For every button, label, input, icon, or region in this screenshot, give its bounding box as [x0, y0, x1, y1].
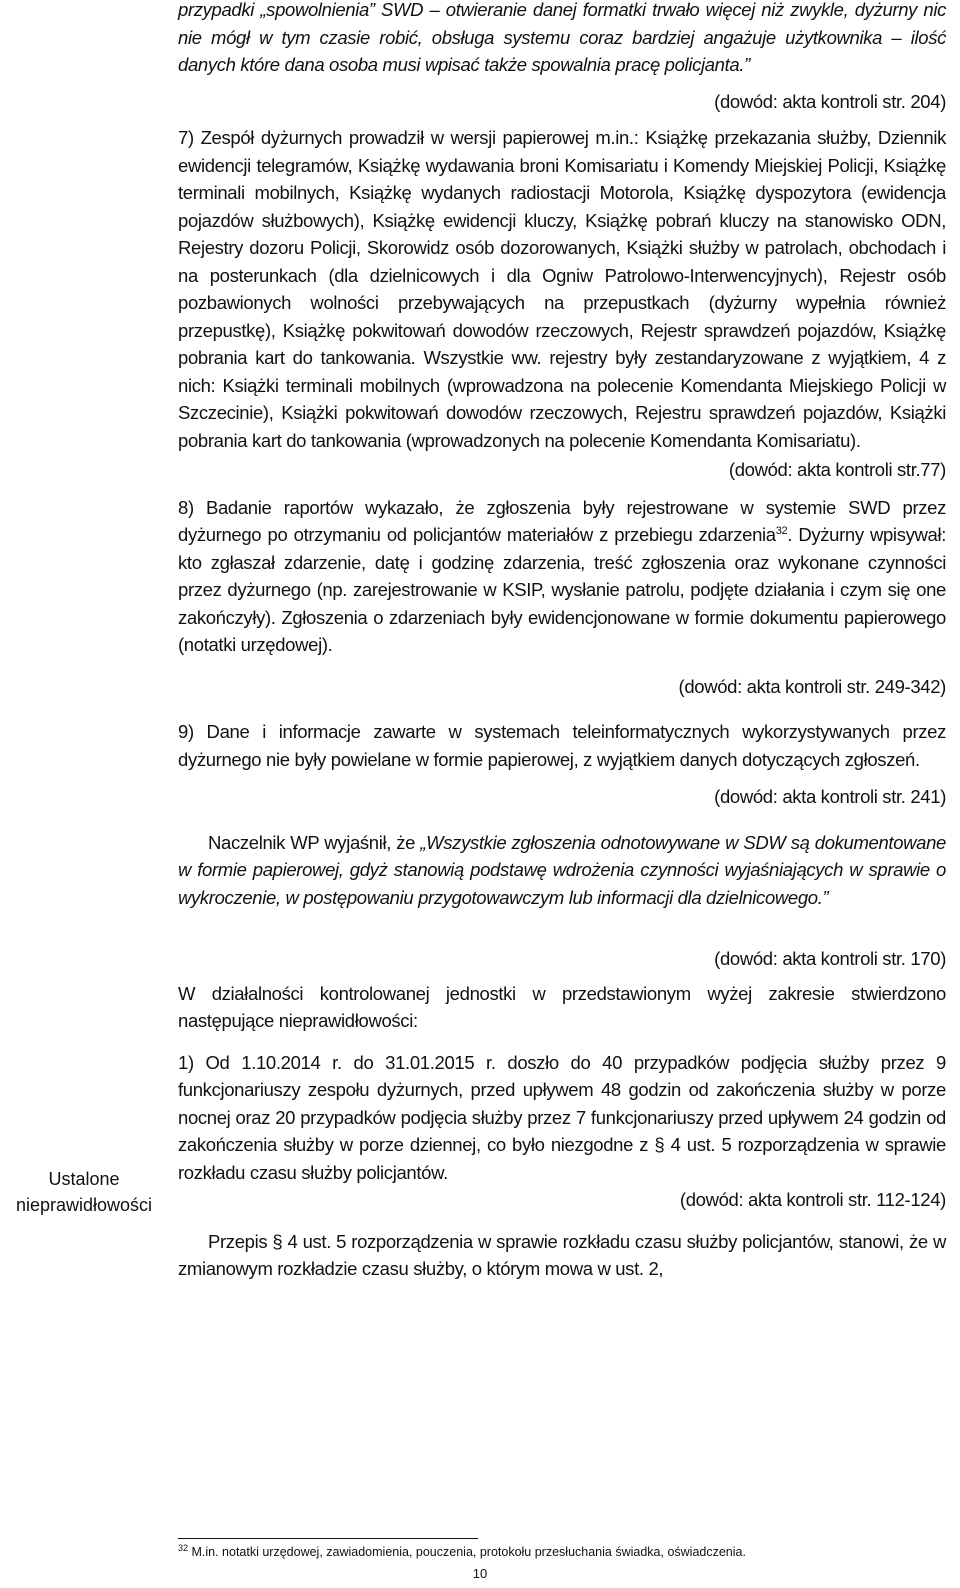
footnote-number: 32: [178, 1542, 189, 1553]
evidence-ref-249: (dowód: akta kontroli str. 249-342): [678, 675, 946, 697]
evidence-ref-241: (dowód: akta kontroli str. 241): [714, 786, 946, 807]
quote-continuation: przypadki „spowolnienia” SWD – otwieranie danej formatki trwało więcej niż zwykle, dyżurny nic nie mógł w tym czasie robić, obsługa systemu coraz bardziej angażuje użytkownika – ilość danych które dana osoba musi wpisać także spowalnia pracę policjanta.”: [178, 0, 946, 75]
page-number: 10: [472, 1566, 488, 1581]
margin-label-line1: Ustalone: [48, 1169, 120, 1189]
margin-label-irregularities: [8, 1166, 160, 1218]
evidence-ref-204: (dowód: akta kontroli str. 204): [714, 90, 946, 112]
paragraph-irregularities-intro: W działalności kontrolowanej jednostki w przedstawionym wyżej zakresie stwierdzono następujące nieprawidłowości:: [178, 982, 946, 1031]
footnote: [178, 1544, 946, 1560]
footnote-divider: [178, 1538, 478, 1539]
evidence-ref-112: (dowód: akta kontroli str. 112-124): [679, 1189, 946, 1210]
paragraph-naczelnik: [178, 829, 946, 912]
paragraph-item-7: 7) Zespół dyżurnych prowadził w wersji papierowej m.in.: Książkę przekazania służby, Dziennik ewidencji telegramów, Książkę wydawania broni Komisariatu i Komendy Miejskiej Policji, Książkę terminali mobilnych, Książkę wydanych radiostacji Motorola, Książkę dyspozytora (ewidencja pojazdów służbowych), Książkę ewidencji kluczy, Książkę pobrań kluczy na stanowisko ODN, Rejestry dozoru Policji, Skorowidz osób dozorowanych, Książki służby w patrolach, obchodach i na posterunkach (dla dzielnicowych i dla Ogniw Patrolowo-Interwencyjnych), Rejestr osób pozbawionych wolności przebywających na przepustkach (dyżurny wypełnia również przepustkę), Książkę pokwitowań dowodów rzeczowych, Rejestr sprawdzeń pojazdów, Książkę pobrania kart do tankowania. Wszystkie ww. rejestry były zestandaryzowane z wyjątkiem, 4 z nich: Książki terminali mobilnych (wprowadzona na polecenie Komendanta Miejskiego Policji w Szczecinie), Książki pokwitowań dowodów rzeczowych, Rejestru sprawdzeń pojazdów, Książki pobrania kart do tankowania (wprowadzonych na polecenie Komendanta Komisariatu).: [178, 127, 946, 451]
evidence-ref-77: (dowód: akta kontroli str.77): [728, 459, 946, 480]
paragraph-item-9: 9) Dane i informacje zawarte w systemach teleinformatycznych wykorzystywanych przez dyżurnego nie były powielane w formie papierowej, z wyjątkiem danych dotyczących zgłoszeń.: [178, 721, 946, 770]
paragraph-item-8: [178, 494, 946, 659]
naczelnik-intro: Naczelnik WP wyjaśnił, że: [208, 831, 421, 853]
footnote-text: M.in. notatki urzędowej, zawiadomienia, pouczenia, protokołu przesłuchania świadka, oświadczenia.: [188, 1545, 746, 1559]
item-8-text-a: 8) Badanie raportów wykazało, że zgłoszenia były rejestrowane w systemie SWD przez dyżurnego po otrzymaniu od policjantów materiałów z przebiegu zdarzenia: [178, 496, 946, 545]
item-8-text-b: . Dyżurny wpisywał: kto zgłaszał zdarzenie, datę i godzinę zdarzenia, treść zgłoszenia oraz wykonane czynności przez dyżurnego (np. zarejestrowanie w KSIP, wysłanie patrolu, podjęte działania i czym się one zakończyły). Zgłoszenia o zdarzeniach były ewidencjonowane w formie dokumentu papierowego (notatki urzędowej).: [178, 524, 946, 655]
footnote-reference: 32: [775, 524, 788, 537]
evidence-ref-170: (dowód: akta kontroli str. 170): [714, 948, 946, 969]
naczelnik-quote: „Wszystkie zgłoszenia odnotowywane w SDW są dokumentowane w formie papierowej, gdyż stanowią podstawę wdrożenia czynności wyjaśniających w sprawie o wykroczenie, w postępowaniu przygotowawczym lub informacji dla dzielnicowego.”: [178, 831, 946, 908]
paragraph-przepis: Przepis § 4 ust. 5 rozporządzenia w sprawie rozkładu czasu służby policjantów, stanowi, że w zmianowym rozkładzie czasu służby, o którym mowa w ust. 2,: [178, 1230, 946, 1279]
paragraph-irregularity-1: 1) Od 1.10.2014 r. do 31.01.2015 r. doszło do 40 przypadków podjęcia służby przez 9 funkcjonariuszy zespołu dyżurnych, przed upływem 48 godzin od zakończenia służby w porze nocnej oraz 20 przypadków podjęcia służby przez 7 funkcjonariuszy przed upływem 24 godzin od zakończenia służby w porze dziennej, co było niezgodne z § 4 ust. 5 rozporządzenia w sprawie rozkładu czasu służby policjantów.: [178, 1051, 946, 1183]
margin-label-line2: nieprawidłowości: [15, 1195, 153, 1215]
document-body: [178, 0, 946, 1283]
